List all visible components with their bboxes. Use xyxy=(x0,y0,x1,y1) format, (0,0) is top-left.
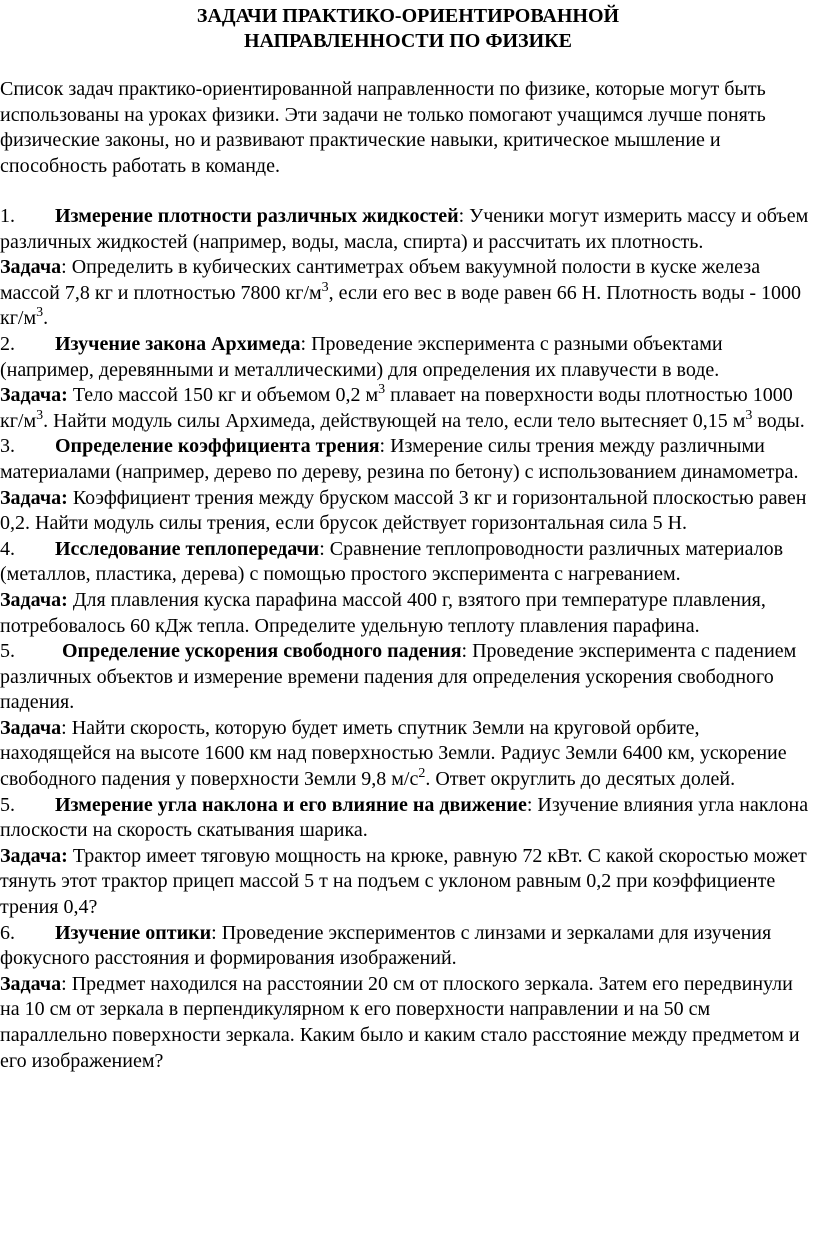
task-text: . Найти модуль силы Архимеда, действующей на тело, если тело вытесняет 0,15 м xyxy=(43,409,746,432)
superscript: 3 xyxy=(36,407,44,423)
item-description: : Проведение эксперимента с разными объектами (например, деревянными и металлическими) для определения их плавучести в воде. xyxy=(0,332,723,381)
item-number: 2. xyxy=(0,332,15,355)
task-label: Задача xyxy=(0,256,62,279)
task-text: Предмет находился на расстоянии 20 см от плоского зеркала. Затем его передвинули на 10 см от зеркала в перпендикулярном к его поверхности направлении и на 50 см параллельно поверхности зеркала. Каким было и каким стало расстояние между предметом и его изображением? xyxy=(0,972,800,1072)
item-number: 5. xyxy=(0,793,15,816)
task-text: Для плавления куска парафина массой 400 г, взятого при температуре плавления, потребовалось 60 кДж тепла. Определите удельную теплоту плавления парафина. xyxy=(0,588,766,637)
superscript: 3 xyxy=(36,305,44,321)
superscript: 3 xyxy=(321,279,329,295)
task-paragraph: Задача: Найти скорость, которую будет иметь спутник Земли на круговой орбите, находящейся на высоте 1600 км над поверхностью Земли. Радиус Земли 6400 км, ускорение свободного падения у поверхности Земли 9,8 $м/с^2$. Ответ округлить до десятых долей. xyxy=(0,716,787,791)
item-description: : Проведение эксперимента с падением различных объектов и измерение времени падения для определения ускорения свободного падения. xyxy=(0,640,797,714)
item-number: 1. xyxy=(0,205,15,227)
task-paragraph xyxy=(0,383,812,434)
task-text: Определить в кубических сантиметрах объем вакуумной полости в куске железа массой 7,8 кг и плотностью 7800 кг/м xyxy=(0,256,761,304)
task-paragraph: Задача: Определить в кубических сантиметрах объем вакуумной полости в куске железа массой 7,8 кг и плотностью 7800 $кг/м^3$, если его вес в воде равен 66 Н. Плотность воды - 1000 $кг/м^3$. xyxy=(0,256,802,330)
task-paragraph xyxy=(0,486,812,537)
task-label: Задача xyxy=(0,972,62,995)
item-description: : Ученики могут измерить массу и объем различных жидкостей (например, воды, масла, спирта) и рассчитать их плотность. xyxy=(0,205,809,253)
item-heading: Изучение закона Архимеда xyxy=(55,332,301,355)
item-description: : Изучение влияния угла наклона плоскости на скорость скатывания шарика. xyxy=(0,793,809,842)
list-item xyxy=(0,639,812,716)
task-text: Найти скорость, которую будет иметь спутник Земли на круговой орбите, находящейся на высоте 1600 км над поверхностью Земли. Радиус Земли 6400 км, ускорение свободного падения у поверхности Земли 9,8 м/с xyxy=(0,716,787,791)
superscript: 2 xyxy=(418,766,426,782)
list-item xyxy=(0,793,812,844)
document-title xyxy=(0,4,816,54)
item-heading: Определение коэффициента трения xyxy=(55,435,380,458)
item-description: : Измерение силы трения между различными материалами (например, дерево по дереву, резина по бетону) с использованием динамометра. xyxy=(0,435,799,483)
superscript: 3 xyxy=(745,407,753,423)
list-item xyxy=(0,204,812,255)
task-list xyxy=(0,204,812,1074)
task-label: Задача: xyxy=(0,384,68,407)
task-text: . xyxy=(43,307,49,330)
item-description: : Проведение экспериментов с линзами и зеркалами для изучения фокусного расстояния и формирования изображений. xyxy=(0,921,772,970)
item-number: 5. xyxy=(0,640,15,663)
task-text: Тело массой 150 кг и объемом 0,2 м xyxy=(67,384,379,407)
item-number: 4. xyxy=(0,537,15,560)
task-label: Задача: xyxy=(0,486,68,509)
task-text: Трактор имеет тяговую мощность на крюке, равную 72 кВт. С какой скоростью может тянуть этот трактор прицеп массой 5 т на подъем с уклоном равным 0,2 при коэффициенте трения 0,4? xyxy=(0,844,807,919)
task-text: . Ответ округлить до десятых долей. xyxy=(425,768,736,791)
task-paragraph xyxy=(0,844,812,921)
superscript: 3 xyxy=(378,382,386,398)
task-label: Задача xyxy=(0,716,62,739)
intro-paragraph: Список задач практико-ориентированной направленности по физике, которые могут быть использованы на уроках физики. Эти задачи не только помогают учащимся лучше понять физические законы, но и развивают практические навыки, критическое мышление и способность работать в команде. xyxy=(0,78,766,177)
item-heading: Исследование теплопередачи xyxy=(55,537,320,560)
task-paragraph xyxy=(0,588,812,639)
task-label: Задача: xyxy=(0,588,68,611)
task-paragraph: Задача: Предмет находился на расстоянии 20 см от плоского зеркала. Затем его передвинули на 10 см от зеркала в перпендикулярном к его поверхности направлении и на 50 см параллельно поверхности зеркала. Каким было и каким стало расстояние между предметом и его изображением? xyxy=(0,972,800,1072)
task-text: , если его вес в воде равен 66 Н. Плотность воды - 1000 кг/м xyxy=(0,281,802,330)
task-text: Коэффициент трения между бруском массой 3 кг и горизонтальной плоскостью равен 0,2. Найти модуль силы трения, если брусок действует горизонтальная сила 5 Н. xyxy=(0,486,807,535)
task-text: воды. xyxy=(752,409,805,432)
item-heading: Определение ускорения свободного падения xyxy=(62,640,462,663)
item-heading: Изучение оптики xyxy=(55,921,212,944)
list-item xyxy=(0,537,812,588)
list-item xyxy=(0,434,812,485)
list-item xyxy=(0,332,812,383)
task-label: Задача: xyxy=(0,844,68,867)
item-description: : Сравнение теплопроводности различных материалов (металлов, пластика, дерева) с помощью простого эксперимента с нагреванием. xyxy=(0,537,784,586)
item-heading: Измерение угла наклона и его влияние на движение xyxy=(55,793,527,816)
task-text: плавает на поверхности воды плотностью 1000 кг/м xyxy=(0,384,793,432)
title-line-2: НАПРАВЛЕННОСТИ ПО ФИЗИКЕ xyxy=(243,30,573,52)
title-line-1: ЗАДАЧИ ПРАКТИКО-ОРИЕНТИРОВАННОЙ xyxy=(196,5,620,27)
list-item xyxy=(0,921,812,972)
item-number: 6. xyxy=(0,921,15,944)
item-number: 3. xyxy=(0,435,15,458)
item-heading: Измерение плотности различных жидкостей xyxy=(55,205,459,227)
